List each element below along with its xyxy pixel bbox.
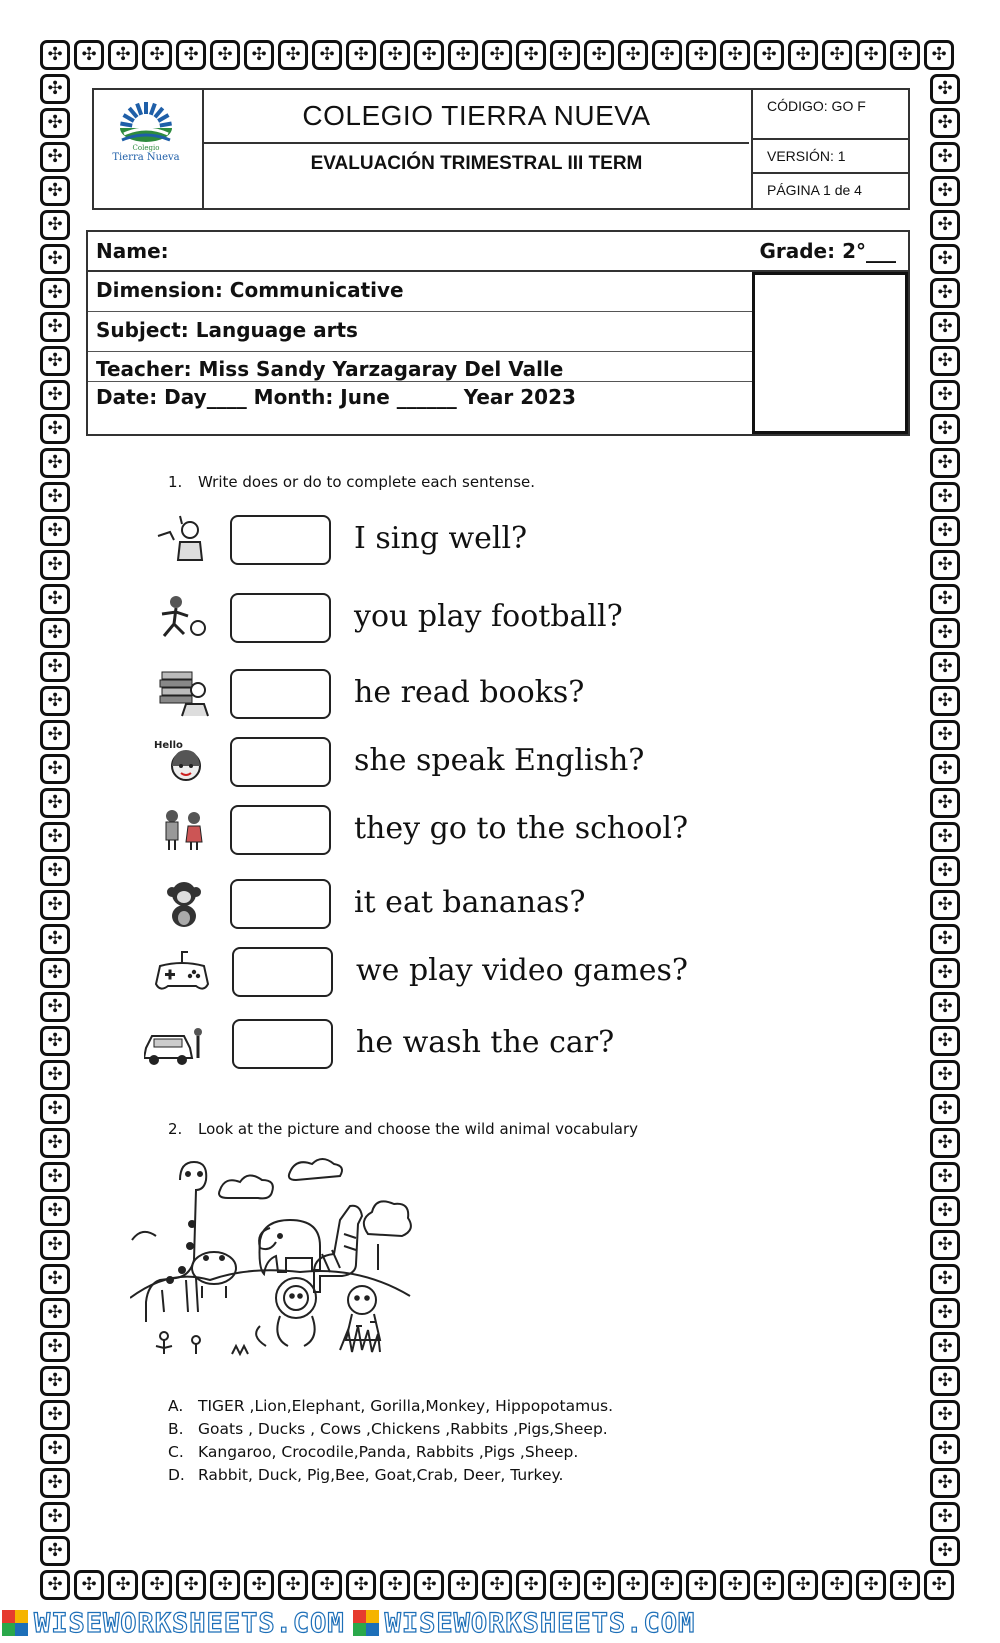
question-1-item — [150, 942, 689, 1002]
border-tile-icon: ✣ — [40, 1434, 70, 1464]
option-c[interactable]: C. Kangaroo, Crocodile,Panda, Rabbits ,Pigs ,Sheep. — [168, 1443, 579, 1461]
border-tile-icon: ✣ — [930, 1366, 960, 1396]
doc-version: VERSIÓN: 1 — [753, 140, 910, 174]
border-tile-icon: ✣ — [930, 720, 960, 750]
border-tile-icon: ✣ — [40, 1094, 70, 1124]
subject-row: Subject: Language arts — [88, 312, 752, 352]
border-tile-icon: ✣ — [890, 1570, 920, 1600]
dimension-row: Dimension: Communicative — [88, 272, 752, 312]
question-1-item — [150, 1014, 670, 1074]
logo-text-main: Tierra Nueva — [112, 152, 180, 163]
border-tile-icon: ✣ — [244, 1570, 274, 1600]
border-tile-icon: ✣ — [40, 1196, 70, 1226]
border-tile-icon: ✣ — [550, 40, 580, 70]
border-tile-icon: ✣ — [176, 1570, 206, 1600]
doc-page: PÁGINA 1 de 4 — [767, 182, 862, 198]
border-tile-icon: ✣ — [448, 1570, 478, 1600]
teacher-row: Teacher: Miss Sandy Yarzagaray Del Valle — [88, 352, 752, 382]
sentence-text: we play video games? — [356, 953, 689, 988]
border-tile-icon: ✣ — [142, 40, 172, 70]
border-tile-icon: ✣ — [312, 40, 342, 70]
border-tile-icon: ✣ — [930, 1162, 960, 1192]
border-tile-icon: ✣ — [930, 1468, 960, 1498]
border-tile-icon: ✣ — [40, 40, 70, 70]
border-tile-icon: ✣ — [74, 1570, 104, 1600]
exam-title: EVALUACIÓN TRIMESTRAL III TERM — [310, 153, 643, 174]
decorative-border-bottom — [38, 1568, 962, 1602]
option-d[interactable]: D. Rabbit, Duck, Pig,Bee, Goat,Crab, Deer, Turkey. — [168, 1466, 564, 1484]
sentence-text: he read books? — [354, 675, 585, 710]
border-tile-icon: ✣ — [40, 278, 70, 308]
border-tile-icon: ✣ — [930, 1502, 960, 1532]
border-tile-icon: ✣ — [584, 1570, 614, 1600]
elephant-icon — [259, 1220, 320, 1274]
answer-box[interactable] — [232, 1019, 333, 1069]
border-tile-icon: ✣ — [40, 312, 70, 342]
gamepad-icon — [152, 946, 212, 996]
border-tile-icon: ✣ — [40, 1366, 70, 1396]
border-tile-icon: ✣ — [40, 108, 70, 138]
border-tile-icon: ✣ — [930, 244, 960, 274]
tiger-icon — [346, 1286, 380, 1340]
option-a[interactable]: A. TIGER ,Lion,Elephant, Gorilla,Monkey, Hippopotamus. — [168, 1397, 614, 1415]
question-1-item — [150, 588, 670, 648]
border-tile-icon: ✣ — [40, 1026, 70, 1056]
border-tile-icon: ✣ — [754, 40, 784, 70]
border-tile-icon: ✣ — [930, 1434, 960, 1464]
border-tile-icon: ✣ — [312, 1570, 342, 1600]
border-tile-icon: ✣ — [40, 1332, 70, 1362]
border-tile-icon: ✣ — [40, 1162, 70, 1192]
border-tile-icon: ✣ — [40, 618, 70, 648]
border-tile-icon: ✣ — [924, 1570, 954, 1600]
border-tile-icon: ✣ — [930, 754, 960, 784]
border-tile-icon: ✣ — [40, 1400, 70, 1430]
border-tile-icon: ✣ — [40, 958, 70, 988]
border-tile-icon: ✣ — [652, 40, 682, 70]
border-tile-icon: ✣ — [930, 1026, 960, 1056]
border-tile-icon: ✣ — [40, 74, 70, 104]
sentence-text: it eat bananas? — [354, 885, 586, 920]
school-name: COLEGIO TIERRA NUEVA — [204, 90, 749, 144]
border-tile-icon: ✣ — [930, 958, 960, 988]
border-tile-icon: ✣ — [930, 74, 960, 104]
watermark-logo-icon — [2, 1610, 28, 1636]
zebra-icon — [314, 1206, 362, 1292]
border-tile-icon: ✣ — [930, 1400, 960, 1430]
border-tile-icon: ✣ — [720, 40, 750, 70]
border-tile-icon: ✣ — [40, 244, 70, 274]
border-tile-icon: ✣ — [210, 40, 240, 70]
document-meta — [751, 90, 910, 208]
border-tile-icon: ✣ — [40, 924, 70, 954]
border-tile-icon: ✣ — [618, 40, 648, 70]
border-tile-icon: ✣ — [40, 516, 70, 546]
cloud-icon — [289, 1159, 342, 1180]
girl-hello-icon — [152, 736, 212, 786]
border-tile-icon: ✣ — [924, 40, 954, 70]
border-tile-icon: ✣ — [40, 890, 70, 920]
border-tile-icon: ✣ — [930, 210, 960, 240]
answer-box[interactable] — [230, 593, 331, 643]
border-tile-icon: ✣ — [40, 142, 70, 172]
border-tile-icon: ✣ — [652, 1570, 682, 1600]
border-tile-icon: ✣ — [40, 448, 70, 478]
question-2-instruction: 2. Look at the picture and choose the wild animal vocabulary — [168, 1120, 639, 1138]
answer-box[interactable] — [230, 805, 331, 855]
border-tile-icon: ✣ — [108, 1570, 138, 1600]
border-tile-icon: ✣ — [584, 40, 614, 70]
reading-books-icon — [152, 668, 212, 718]
border-tile-icon: ✣ — [40, 1060, 70, 1090]
border-tile-icon: ✣ — [930, 516, 960, 546]
border-tile-icon: ✣ — [142, 1570, 172, 1600]
border-tile-icon: ✣ — [930, 312, 960, 342]
border-tile-icon: ✣ — [930, 346, 960, 376]
border-tile-icon: ✣ — [930, 1128, 960, 1158]
border-tile-icon: ✣ — [930, 924, 960, 954]
lion-icon — [256, 1278, 316, 1346]
border-tile-icon: ✣ — [346, 40, 376, 70]
border-tile-icon: ✣ — [822, 40, 852, 70]
name-label: Name: — [96, 239, 169, 263]
border-tile-icon: ✣ — [414, 1570, 444, 1600]
border-tile-icon: ✣ — [40, 1502, 70, 1532]
singer-icon — [152, 514, 212, 564]
football-player-icon — [152, 592, 212, 642]
border-tile-icon: ✣ — [278, 1570, 308, 1600]
border-tile-icon: ✣ — [40, 686, 70, 716]
border-tile-icon: ✣ — [40, 720, 70, 750]
answer-options — [168, 1395, 613, 1487]
border-tile-icon: ✣ — [930, 618, 960, 648]
doc-code: CÓDIGO: GO F — [753, 90, 910, 140]
border-tile-icon: ✣ — [40, 176, 70, 206]
border-tile-icon: ✣ — [40, 652, 70, 682]
border-tile-icon: ✣ — [40, 482, 70, 512]
border-tile-icon: ✣ — [40, 754, 70, 784]
question-1-item — [150, 732, 670, 792]
border-tile-icon: ✣ — [74, 40, 104, 70]
border-tile-icon: ✣ — [380, 40, 410, 70]
border-tile-icon: ✣ — [40, 1230, 70, 1260]
answer-box[interactable] — [230, 669, 331, 719]
sentence-text: she speak English? — [354, 743, 645, 778]
border-tile-icon: ✣ — [482, 40, 512, 70]
border-tile-icon: ✣ — [618, 1570, 648, 1600]
border-tile-icon: ✣ — [930, 1094, 960, 1124]
tree-icon — [364, 1201, 411, 1270]
giraffe-icon — [146, 1162, 206, 1322]
border-tile-icon: ✣ — [40, 346, 70, 376]
border-tile-icon: ✣ — [40, 1264, 70, 1294]
border-tile-icon: ✣ — [930, 856, 960, 886]
border-tile-icon: ✣ — [856, 1570, 886, 1600]
border-tile-icon: ✣ — [930, 414, 960, 444]
border-tile-icon: ✣ — [930, 1332, 960, 1362]
border-tile-icon: ✣ — [930, 686, 960, 716]
border-tile-icon: ✣ — [40, 1570, 70, 1600]
question-1-instruction: 1. Write does or do to complete each sentense. — [168, 473, 536, 491]
decorative-border-right — [928, 72, 962, 1568]
border-tile-icon: ✣ — [930, 176, 960, 206]
border-tile-icon: ✣ — [930, 550, 960, 580]
border-tile-icon: ✣ — [930, 278, 960, 308]
question-1-item — [150, 874, 670, 934]
border-tile-icon: ✣ — [930, 142, 960, 172]
sentence-text: he wash the car? — [356, 1025, 615, 1060]
answer-box[interactable] — [232, 947, 333, 997]
border-tile-icon: ✣ — [822, 1570, 852, 1600]
border-tile-icon: ✣ — [930, 448, 960, 478]
border-tile-icon: ✣ — [930, 1264, 960, 1294]
border-tile-icon: ✣ — [40, 1468, 70, 1498]
decorative-border-left — [38, 72, 72, 1568]
border-tile-icon: ✣ — [930, 1060, 960, 1090]
school-header — [92, 88, 910, 210]
border-tile-icon: ✣ — [40, 992, 70, 1022]
border-tile-icon: ✣ — [210, 1570, 240, 1600]
border-tile-icon: ✣ — [380, 1570, 410, 1600]
watermark-footer — [0, 1606, 1000, 1640]
border-tile-icon: ✣ — [930, 1196, 960, 1226]
answer-box[interactable] — [230, 879, 331, 929]
border-tile-icon: ✣ — [40, 380, 70, 410]
border-tile-icon: ✣ — [930, 482, 960, 512]
border-tile-icon: ✣ — [40, 414, 70, 444]
border-tile-icon: ✣ — [930, 108, 960, 138]
border-tile-icon: ✣ — [40, 550, 70, 580]
border-tile-icon: ✣ — [930, 992, 960, 1022]
border-tile-icon: ✣ — [482, 1570, 512, 1600]
border-tile-icon: ✣ — [930, 1536, 960, 1566]
sentence-text: I sing well? — [354, 521, 528, 556]
border-tile-icon: ✣ — [40, 210, 70, 240]
border-tile-icon: ✣ — [890, 40, 920, 70]
border-tile-icon: ✣ — [40, 1128, 70, 1158]
border-tile-icon: ✣ — [346, 1570, 376, 1600]
border-tile-icon: ✣ — [448, 40, 478, 70]
sentence-text: you play football? — [354, 599, 623, 634]
watermark-logo-icon — [353, 1610, 379, 1636]
school-logo — [94, 90, 204, 208]
border-tile-icon: ✣ — [244, 40, 274, 70]
car-wash-icon — [144, 1018, 204, 1068]
wild-animals-illustration — [130, 1150, 430, 1375]
border-tile-icon: ✣ — [516, 1570, 546, 1600]
watermark-text: WISEWORKSHEETS.COM — [384, 1607, 696, 1639]
date-row[interactable]: Date: Day____ Month: June ______ Year 2023 — [96, 385, 576, 409]
cloud-icon — [219, 1175, 273, 1198]
hello-speech-text: Hello — [154, 740, 183, 751]
border-tile-icon: ✣ — [40, 822, 70, 852]
border-tile-icon: ✣ — [720, 1570, 750, 1600]
border-tile-icon: ✣ — [754, 1570, 784, 1600]
monkey-icon — [152, 878, 212, 928]
grade-field[interactable]: Grade: 2°___ — [759, 239, 896, 263]
border-tile-icon: ✣ — [686, 1570, 716, 1600]
option-b[interactable]: B. Goats , Ducks , Cows ,Chickens ,Rabbits ,Pigs,Sheep. — [168, 1420, 608, 1438]
student-info-table — [86, 230, 910, 436]
question-1-item — [150, 800, 689, 860]
border-tile-icon: ✣ — [856, 40, 886, 70]
border-tile-icon: ✣ — [278, 40, 308, 70]
border-tile-icon: ✣ — [516, 40, 546, 70]
border-tile-icon: ✣ — [40, 584, 70, 614]
grade-score-box — [752, 272, 908, 434]
border-tile-icon: ✣ — [930, 788, 960, 818]
border-tile-icon: ✣ — [40, 856, 70, 886]
border-tile-icon: ✣ — [788, 40, 818, 70]
border-tile-icon: ✣ — [40, 788, 70, 818]
border-tile-icon: ✣ — [40, 1536, 70, 1566]
answer-box[interactable] — [230, 515, 331, 565]
border-tile-icon: ✣ — [930, 890, 960, 920]
border-tile-icon: ✣ — [108, 40, 138, 70]
border-tile-icon: ✣ — [176, 40, 206, 70]
border-tile-icon: ✣ — [930, 822, 960, 852]
question-1-item — [150, 510, 670, 570]
answer-box[interactable] — [230, 737, 331, 787]
border-tile-icon: ✣ — [930, 584, 960, 614]
border-tile-icon: ✣ — [550, 1570, 580, 1600]
border-tile-icon: ✣ — [414, 40, 444, 70]
border-tile-icon: ✣ — [40, 1298, 70, 1328]
border-tile-icon: ✣ — [930, 1230, 960, 1260]
border-tile-icon: ✣ — [686, 40, 716, 70]
border-tile-icon: ✣ — [930, 652, 960, 682]
watermark-text: WISEWORKSHEETS.COM — [34, 1607, 345, 1639]
decorative-border-top — [38, 38, 962, 72]
kids-school-icon — [152, 804, 212, 854]
logo-text-small: Colegio — [132, 144, 160, 152]
question-1-item — [150, 664, 670, 724]
border-tile-icon: ✣ — [930, 380, 960, 410]
border-tile-icon: ✣ — [788, 1570, 818, 1600]
border-tile-icon: ✣ — [930, 1298, 960, 1328]
sentence-text: they go to the school? — [354, 811, 689, 846]
